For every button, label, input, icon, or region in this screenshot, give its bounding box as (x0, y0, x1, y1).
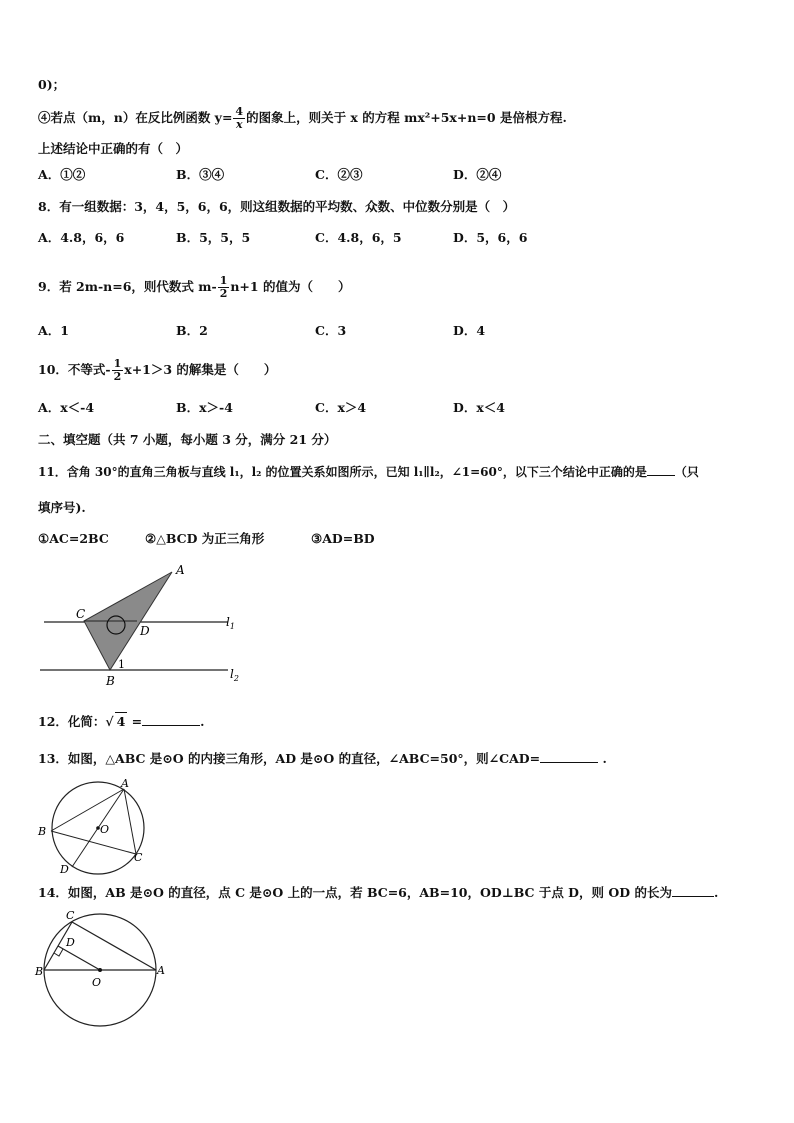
circle-marker: ④ (38, 110, 51, 125)
question-11-stem (38, 463, 699, 481)
text: . (200, 714, 205, 729)
radicand: 4 (116, 714, 126, 729)
label-b: B (38, 825, 47, 838)
text: 13．如图，△ABC 是⊙O 的内接三角形，AD 是⊙O 的直径，∠ABC=50°，则∠CAD= (38, 751, 541, 766)
question-13-stem (38, 750, 607, 768)
q11-conclusion-3: ③AD=BD (311, 531, 375, 546)
answer-blank[interactable] (672, 896, 714, 897)
q8-option-c[interactable]: C．4.8，6，5 (315, 230, 402, 245)
label-o: O (92, 976, 102, 989)
q7-option-d[interactable]: D．②④ (453, 167, 502, 182)
q9-option-a[interactable]: A．1 (38, 323, 69, 338)
condition-4-line (38, 106, 567, 131)
q9-option-b[interactable]: B．2 (176, 323, 208, 338)
label-l2: $l_2$ (230, 667, 239, 683)
text: 9．若 2m-n=6，则代数式 m- (38, 279, 217, 294)
q8-option-b[interactable]: B．5，5，5 (176, 230, 251, 245)
q10-option-d[interactable]: D．x＜4 (453, 400, 505, 415)
q10-option-a[interactable]: A．x＜-4 (38, 400, 95, 415)
q11-conclusion-1: ①AC=2BC (38, 531, 109, 546)
label-o: O (100, 823, 110, 836)
q10-option-b[interactable]: B．x＞-4 (176, 400, 233, 415)
label-d: D (60, 863, 69, 876)
label-c: C (66, 909, 75, 922)
q7-option-c[interactable]: C．②③ (315, 167, 363, 182)
label-d: D (66, 936, 75, 949)
q11-conclusion-2: ②△BCD 为正三角形 (145, 531, 265, 546)
figure-11 (36, 560, 251, 690)
text: 12．化简： (38, 714, 106, 729)
text: （只 (674, 465, 699, 479)
text: 11．含角 30°的直角三角板与直线 l₁，l₂ 的位置关系如图所示，已知 l₁∥l₂，∠1=60°，以下三个结论中正确的是 (38, 465, 647, 479)
question-11-stem-cont: 填序号). (38, 500, 86, 515)
fraction: $\frac{4}{x}$ (235, 105, 244, 131)
text: n+1 的值为（ ） (230, 279, 351, 294)
fraction: $\frac{1}{2}$ (113, 357, 122, 383)
text: 若点（m，n）在反比例函数 y= (50, 110, 233, 125)
question-10-stem (38, 358, 276, 383)
text: 14．如图，AB 是⊙O 的直径，点 C 是⊙O 上的一点，若 BC=6，AB=10，OD⊥BC 于点 D，则 OD 的长为 (38, 885, 672, 900)
q8-option-a[interactable]: A．4.8，6，6 (38, 230, 125, 245)
figure-13 (34, 775, 164, 880)
q9-option-d[interactable]: D．4 (453, 323, 486, 338)
text: 10．不等式- (38, 362, 111, 377)
label-a: A (176, 563, 185, 577)
q8-option-d[interactable]: D．5，6，6 (453, 230, 528, 245)
figure-14 (34, 908, 174, 1030)
label-a: A (121, 777, 129, 790)
question-7-stem: 上述结论中正确的有（ ） (38, 141, 189, 156)
answer-blank[interactable] (647, 475, 675, 476)
q10-option-c[interactable]: C．x＞4 (315, 400, 367, 415)
answer-blank[interactable] (142, 725, 200, 726)
text: 的图象上，则关于 x 的方程 mx²+5x+n=0 是倍根方程. (246, 110, 567, 125)
label-a: A (157, 964, 165, 977)
text: = (127, 714, 143, 729)
fraction: $\frac{1}{2}$ (219, 274, 228, 300)
text: x+1＞3 的解集是（ ） (124, 362, 277, 377)
q9-option-c[interactable]: C．3 (315, 323, 347, 338)
text-line: 0)； (38, 77, 66, 92)
question-14-stem (38, 884, 718, 902)
label-c: C (134, 851, 143, 864)
label-l1: $l_1$ (226, 615, 235, 631)
q7-option-b[interactable]: B．③④ (176, 167, 225, 182)
label-b: B (35, 965, 44, 978)
text: . (713, 885, 719, 900)
label-c: C (76, 607, 86, 621)
q7-option-a[interactable]: A．①② (38, 167, 86, 182)
section-heading: 二、填空题（共 7 小题，每小题 3 分，满分 21 分） (38, 432, 337, 447)
question-12-stem: 12．化简：√ 4 = . (38, 714, 205, 729)
label-b: B (106, 674, 115, 688)
question-9-stem (38, 275, 350, 300)
text: . (602, 751, 607, 766)
label-angle-1: 1 (118, 658, 125, 671)
label-d: D (140, 624, 150, 638)
answer-blank[interactable] (540, 762, 598, 763)
question-8-stem: 8．有一组数据：3，4，5，6，6，则这组数据的平均数、众数、中位数分别是（ ） (38, 199, 516, 214)
